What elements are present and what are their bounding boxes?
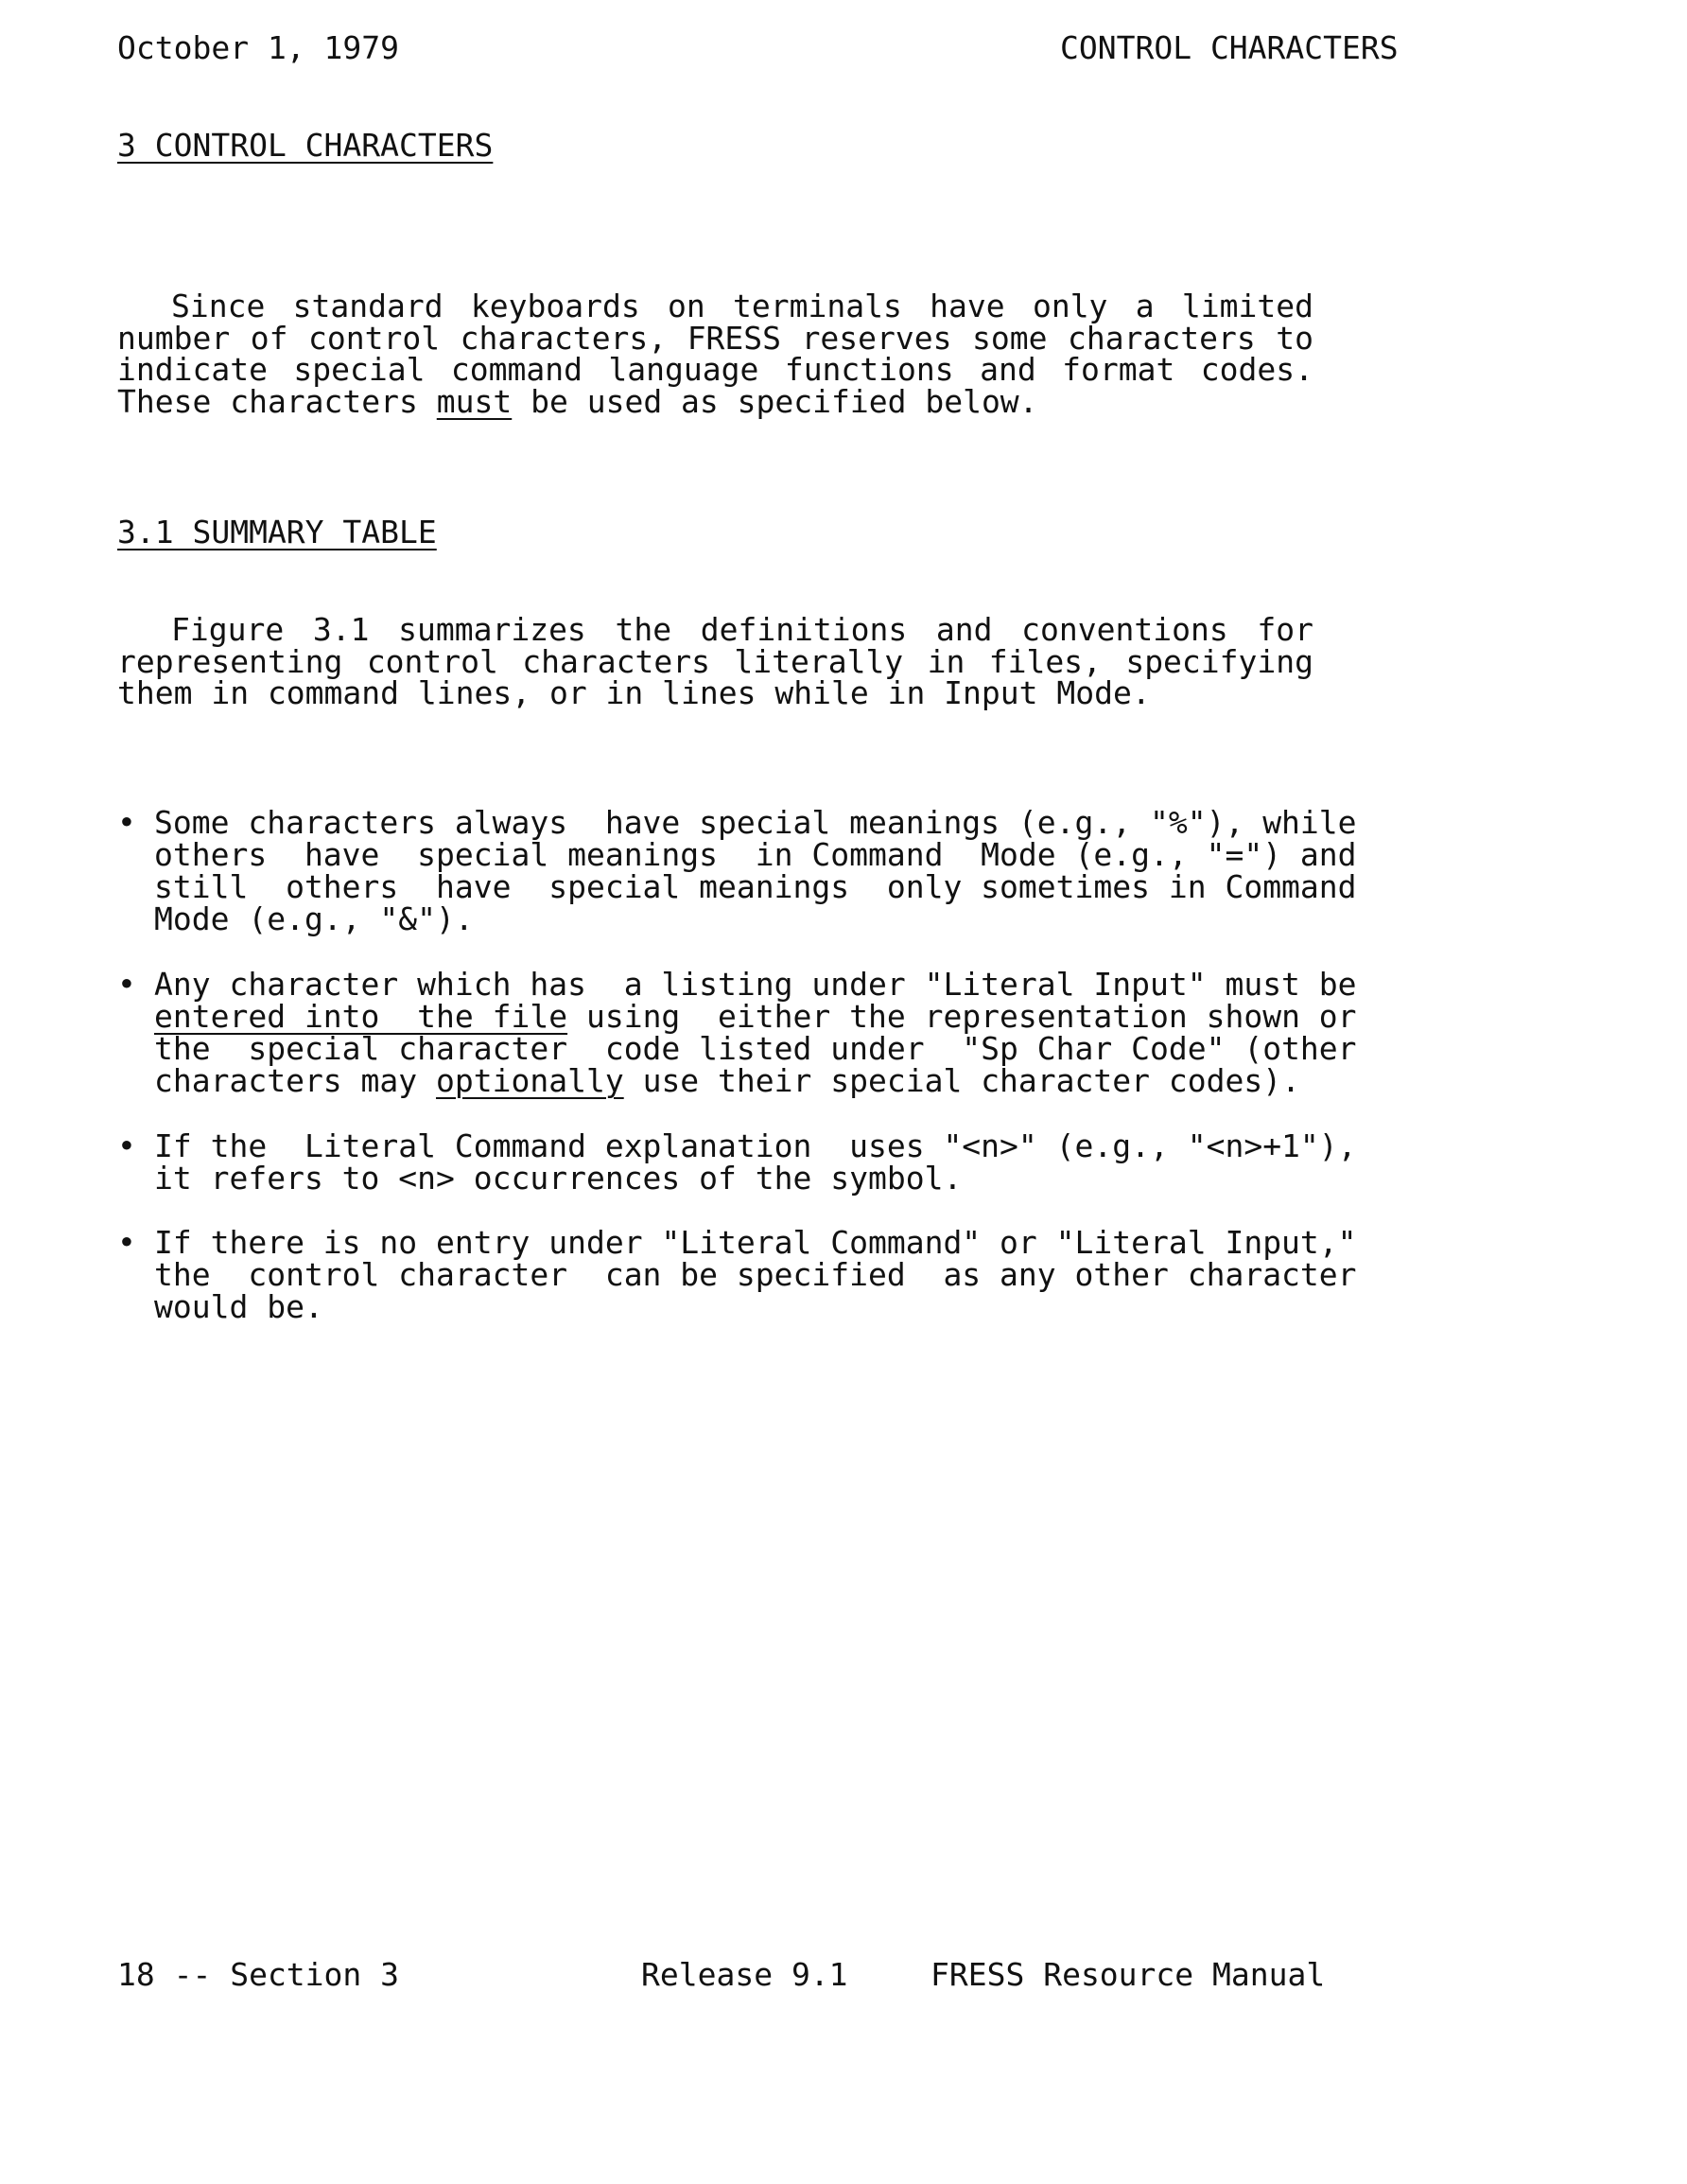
bullet-icon: • [117, 1127, 136, 1164]
bullet-2-line-1: Any character which has a listing under "Literal Input" must be [154, 966, 1357, 1003]
section-heading: 3 CONTROL CHARACTERS [117, 127, 494, 164]
intro-line-1: Since standard keyboards on terminals have only a limited [171, 288, 1313, 324]
bullet-1-line-1: Some characters always have special meanings (e.g., "%"), while [154, 804, 1357, 841]
intro-line-4-after: be used as specified below. [512, 383, 1038, 420]
footer-page-number: 18 -- Section 3 [117, 1956, 400, 1993]
bullet-1-line-4: Mode (e.g., "&"). [154, 900, 474, 937]
bullet-2-emphasis-optionally: optionally [436, 1062, 624, 1099]
bullet-3-line-2: it refers to <n> occurrences of the symbol. [154, 1160, 963, 1197]
intro-line-2: number of control characters, FRESS reserves some characters to [117, 320, 1313, 357]
footer-manual-title: FRESS Resource Manual [930, 1956, 1326, 1993]
intro-emphasis-must: must [436, 383, 513, 420]
bullet-3-line-1: If the Literal Command explanation uses "<n>" (e.g., "<n>+1"), [154, 1127, 1357, 1164]
summary-line-2: representing control characters literally in files, specifying [117, 643, 1313, 680]
bullet-4-line-3: would be. [154, 1288, 323, 1325]
bullet-2-line-4 [154, 1062, 1313, 1099]
bullet-4-line-1: If there is no entry under "Literal Command" or "Literal Input," [154, 1224, 1357, 1261]
subsection-heading: 3.1 SUMMARY TABLE [117, 514, 437, 550]
bullet-2-line-2-after: using either the representation shown or [567, 998, 1357, 1035]
bullet-2-line-3: the special character code listed under "Sp Char Code" (other [154, 1030, 1357, 1067]
footer-release: Release 9.1 [641, 1956, 848, 1993]
bullet-2-line-4-before: characters may [154, 1062, 437, 1099]
header-running-title: CONTROL CHARACTERS [1060, 29, 1399, 66]
summary-line-1: Figure 3.1 summarizes the definitions and conventions for [171, 611, 1313, 648]
bullet-2-emphasis: entered into the file [154, 998, 568, 1035]
bullet-1-line-2: others have special meanings in Command Mode (e.g., "=") and [154, 836, 1357, 873]
bullet-2-line-2 [154, 998, 1357, 1035]
header-date: October 1, 1979 [117, 29, 400, 66]
intro-line-4 [117, 383, 1313, 420]
bullet-2-line-4-after: use their special character codes). [623, 1062, 1300, 1099]
bullet-4-line-2: the control character can be specified as any other character [154, 1256, 1357, 1293]
bullet-icon: • [117, 966, 136, 1003]
bullet-icon: • [117, 804, 136, 841]
bullet-1-line-3: still others have special meanings only sometimes in Command [154, 868, 1357, 905]
intro-line-4-before: These characters [117, 383, 437, 420]
bullet-icon: • [117, 1224, 136, 1261]
intro-line-3: indicate special command language functions and format codes. [117, 351, 1313, 388]
summary-line-3: them in command lines, or in lines while in Input Mode. [117, 674, 1151, 711]
